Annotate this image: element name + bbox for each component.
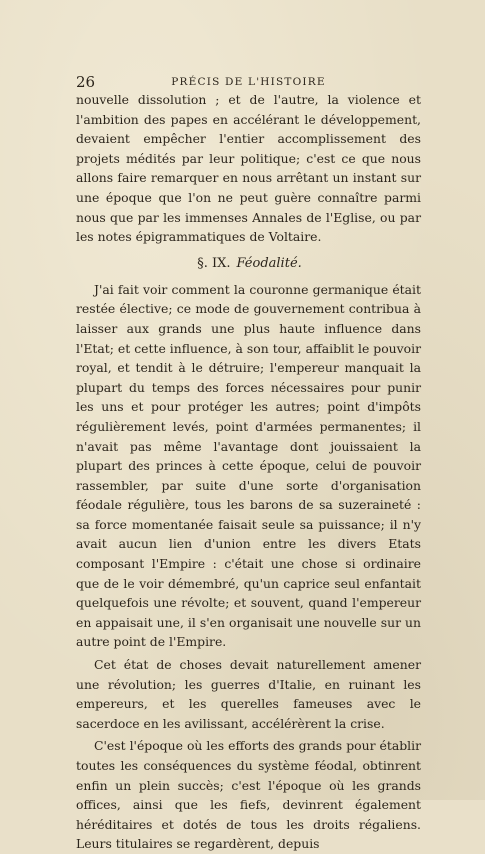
page-body xyxy=(76,90,421,854)
section-number: §. IX. xyxy=(197,255,231,271)
paragraph-3: Cet état de choses devait naturellement amener une révolution; les guerres d'Italie, en ruinant les empereurs, et les querelles fameuses avec le sacerdoce en les avilissant, accélérèrent la crise. xyxy=(76,657,421,731)
paragraph-4: C'est l'époque où les efforts des grands pour établir toutes les conséquences du système féodal, obtinrent enfin un plein succès; c'est l'époque où les grands offices, ainsi que les fiefs, devinrent également héréditaires et dotés de tous les droits régaliens. Leurs titulaires se regardèrent, depuis xyxy=(76,738,421,852)
page-header xyxy=(76,73,421,91)
running-head: PRÉCIS DE L'HISTOIRE xyxy=(171,76,326,88)
paragraph-1: nouvelle dissolution ; et de l'autre, la violence et l'ambition des papes en accélérant le développement, devaient empêcher l'entier accomplissement des projets médités par leur politique; c'est ce que nous allons faire remarquer en nous arrêtant un instant sur une époque que l'on ne peut guère connaître parmi nous que par les immenses Annales de l'Eglise, ou par les notes épigrammatiques de Voltaire. xyxy=(76,92,421,245)
page-number: 26 xyxy=(76,73,96,91)
section-heading xyxy=(76,254,421,274)
section-title: Féodalité. xyxy=(236,255,302,271)
paragraph-2: J'ai fait voir comment la couronne germanique était restée élective; ce mode de gouvernement contribua à laisser aux grands une plus haute influence dans l'Etat; et cette influence, à son tour, affaiblit le pouvoir royal, et tendit à le détruire; l'empereur manquait la plupart du temps des forces nécessaires pour punir les uns et pour protéger les autres; point d'impôts régulièrement levés, point d'armées permanentes; il n'avait pas même l'avantage dont jouissaient la plupart des princes à cette époque, celui de pouvoir rassembler, par suite d'une sorte d'organisation féodale régulière, tous les barons de sa suzeraineté : sa force momentanée faisait seule sa puissance; il n'y avait aucun lien d'union entre les divers Etats composant l'Empire : c'était une chose si ordinaire que de le voir démembré, qu'un caprice seul enfantait quelquefois une révolte; et souvent, quand l'empereur en appaisait une, il s'en organisait une nouvelle sur un autre point de l'Empire. xyxy=(76,281,421,650)
